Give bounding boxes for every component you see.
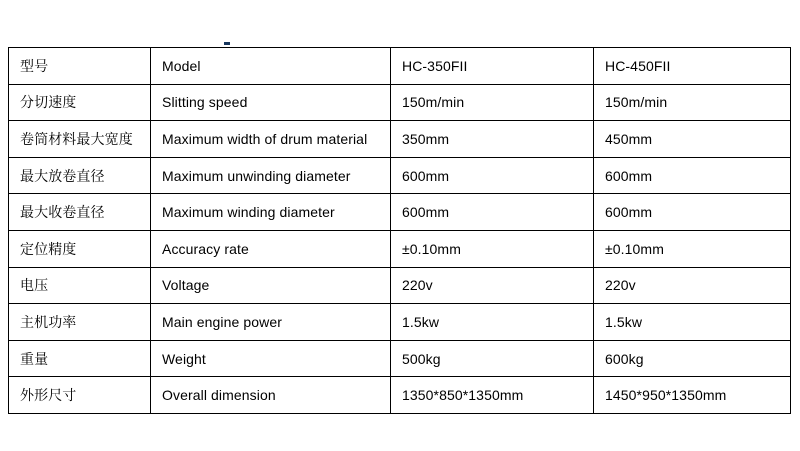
table-row: [9, 304, 791, 341]
cell-model-450-value: 220v: [594, 267, 791, 304]
cell-english-label: Main engine power: [151, 304, 391, 341]
cell-model-350-value: 1.5kw: [391, 304, 594, 341]
cell-english-label: Accuracy rate: [151, 230, 391, 267]
cell-model-450-value: 600mm: [594, 194, 791, 231]
spec-table: [8, 47, 791, 414]
cell-model-450-value: 450mm: [594, 121, 791, 158]
cell-chinese-label: 分切速度: [9, 84, 151, 121]
cell-model-350-value: HC-350FII: [391, 48, 594, 85]
cell-model-450-value: 600kg: [594, 340, 791, 377]
table-row: [9, 157, 791, 194]
cell-model-350-value: 1350*850*1350mm: [391, 377, 594, 414]
cell-model-350-value: 600mm: [391, 194, 594, 231]
cell-chinese-label: 卷筒材料最大宽度: [9, 121, 151, 158]
table-row: [9, 267, 791, 304]
cell-model-350-value: 500kg: [391, 340, 594, 377]
cell-model-350-value: 350mm: [391, 121, 594, 158]
cell-chinese-label: 外形尺寸: [9, 377, 151, 414]
table-row: [9, 194, 791, 231]
table-row: [9, 340, 791, 377]
cell-english-label: Maximum winding diameter: [151, 194, 391, 231]
cell-chinese-label: 型号: [9, 48, 151, 85]
cell-model-350-value: 150m/min: [391, 84, 594, 121]
cell-model-350-value: 220v: [391, 267, 594, 304]
cell-chinese-label: 电压: [9, 267, 151, 304]
table-row: [9, 230, 791, 267]
cell-english-label: Overall dimension: [151, 377, 391, 414]
cell-model-450-value: HC-450FII: [594, 48, 791, 85]
cell-chinese-label: 最大放卷直径: [9, 157, 151, 194]
table-row: [9, 48, 791, 85]
cell-chinese-label: 主机功率: [9, 304, 151, 341]
cell-model-350-value: ±0.10mm: [391, 230, 594, 267]
cursor-mark: [224, 42, 230, 45]
cell-model-350-value: 600mm: [391, 157, 594, 194]
cell-model-450-value: 1.5kw: [594, 304, 791, 341]
table-row: [9, 377, 791, 414]
cell-chinese-label: 重量: [9, 340, 151, 377]
cell-english-label: Maximum unwinding diameter: [151, 157, 391, 194]
cell-english-label: Maximum width of drum material: [151, 121, 391, 158]
table-row: [9, 84, 791, 121]
cell-english-label: Voltage: [151, 267, 391, 304]
cell-english-label: Slitting speed: [151, 84, 391, 121]
cell-chinese-label: 最大收卷直径: [9, 194, 151, 231]
cell-model-450-value: 150m/min: [594, 84, 791, 121]
cell-model-450-value: 600mm: [594, 157, 791, 194]
cell-model-450-value: ±0.10mm: [594, 230, 791, 267]
cell-english-label: Model: [151, 48, 391, 85]
cell-english-label: Weight: [151, 340, 391, 377]
table-row: [9, 121, 791, 158]
cell-chinese-label: 定位精度: [9, 230, 151, 267]
spec-table-body: [9, 48, 791, 414]
cell-model-450-value: 1450*950*1350mm: [594, 377, 791, 414]
